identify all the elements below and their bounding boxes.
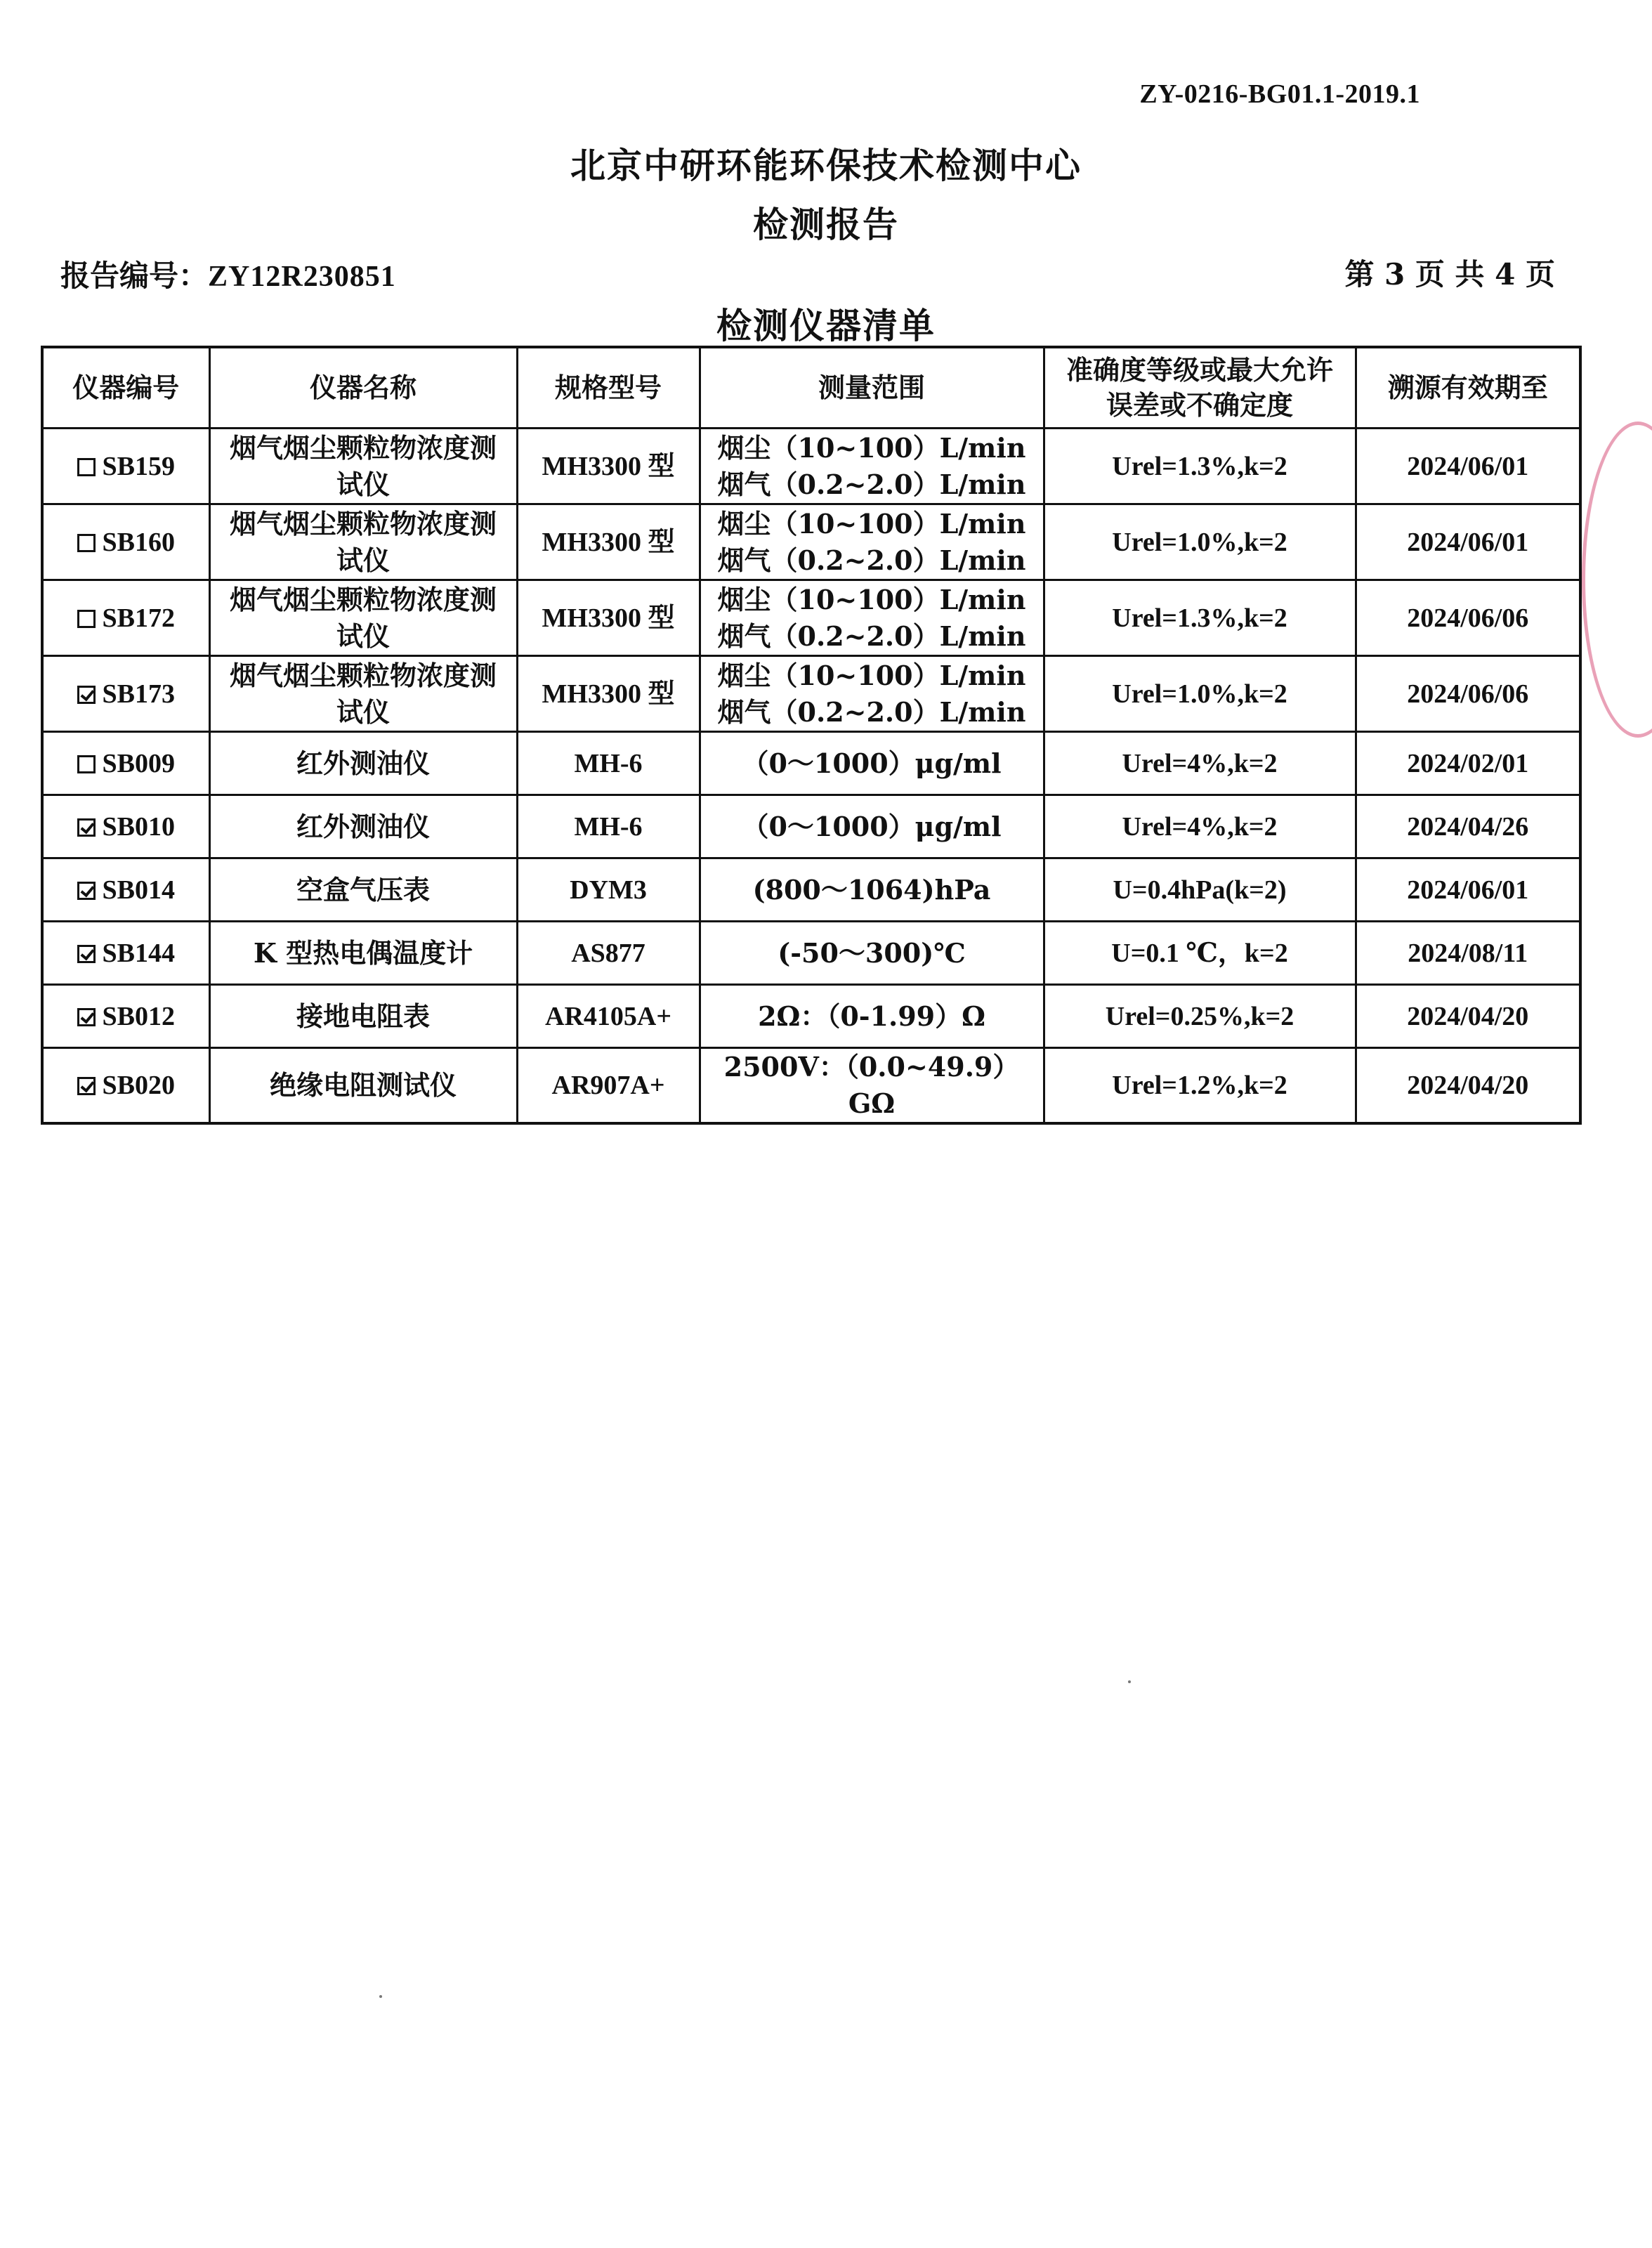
instrument-name: 烟气烟尘颗粒物浓度测试仪 — [209, 504, 517, 580]
column-header-id: 仪器编号 — [42, 347, 209, 429]
valid-until-date: 2024/04/26 — [1356, 795, 1580, 858]
measurement-range — [700, 1048, 1044, 1124]
page-info: 第 3 页 共 4 页 — [1344, 257, 1555, 292]
measurement-range-line: 烟尘（10~100）L/min — [717, 431, 1026, 464]
accuracy-value: Urel=1.0%,k=2 — [1044, 656, 1356, 732]
table-row — [42, 985, 1580, 1048]
checked-checkbox-icon — [77, 1077, 96, 1095]
instrument-id-cell — [42, 429, 209, 504]
checked-checkbox-icon — [77, 686, 96, 704]
instrument-id-cell — [42, 580, 209, 656]
valid-until-date: 2024/06/01 — [1356, 504, 1580, 580]
instrument-model: MH3300 型 — [517, 580, 700, 656]
instrument-id: SB009 — [102, 748, 175, 778]
instrument-id-cell — [42, 922, 209, 985]
table-row — [42, 656, 1580, 732]
report-title: 检测报告 — [753, 204, 899, 245]
measurement-range-line: 烟气（0.2~2.0）L/min — [717, 544, 1026, 576]
table-row — [42, 795, 1580, 858]
instrument-id: SB159 — [102, 451, 175, 481]
column-header-name: 仪器名称 — [209, 347, 517, 429]
red-stamp-seal — [1582, 422, 1652, 738]
instrument-id-cell — [42, 656, 209, 732]
instrument-id: SB144 — [102, 938, 175, 968]
instrument-id-cell — [42, 985, 209, 1048]
instrument-name: 红外测油仪 — [209, 795, 517, 858]
instrument-table — [41, 346, 1582, 1125]
document-code: ZY-0216-BG01.1-2019.1 — [1139, 79, 1420, 109]
instrument-model: MH3300 型 — [517, 656, 700, 732]
instrument-name: 接地电阻表 — [209, 985, 517, 1048]
instrument-name: 烟气烟尘颗粒物浓度测试仪 — [209, 580, 517, 656]
instrument-id: SB010 — [102, 811, 175, 842]
column-header-model: 规格型号 — [517, 347, 700, 429]
checked-checkbox-icon — [77, 945, 96, 963]
measurement-range-line: 烟气（0.2~2.0）L/min — [717, 468, 1026, 500]
valid-until-date: 2024/06/01 — [1356, 858, 1580, 922]
instrument-id: SB173 — [102, 679, 175, 709]
table-row — [42, 1048, 1580, 1124]
report-number — [60, 253, 396, 295]
instrument-model: MH-6 — [517, 732, 700, 795]
measurement-range — [700, 795, 1044, 858]
measurement-range-line: 2500V：（0.0~49.9）GΩ — [723, 1051, 1020, 1119]
measurement-range — [700, 985, 1044, 1048]
measurement-range — [700, 504, 1044, 580]
measurement-range — [700, 922, 1044, 985]
instrument-name: 烟气烟尘颗粒物浓度测试仪 — [209, 429, 517, 504]
measurement-range — [700, 656, 1044, 732]
unchecked-checkbox-icon — [77, 610, 96, 628]
valid-until-date: 2024/04/20 — [1356, 985, 1580, 1048]
measurement-range-line: (800～1064)hPa — [752, 873, 991, 906]
table-header-row — [42, 347, 1580, 429]
accuracy-value: Urel=0.25%,k=2 — [1044, 985, 1356, 1048]
instrument-id: SB160 — [102, 527, 175, 557]
instrument-model: DYM3 — [517, 858, 700, 922]
measurement-range-line: （0～1000）μg/ml — [742, 810, 1002, 842]
table-row — [42, 580, 1580, 656]
table-row — [42, 732, 1580, 795]
instrument-model: AR4105A+ — [517, 985, 700, 1048]
accuracy-value: Urel=1.0%,k=2 — [1044, 504, 1356, 580]
instrument-id-cell — [42, 858, 209, 922]
checked-checkbox-icon — [77, 818, 96, 837]
report-number-value: ZY12R230851 — [208, 261, 396, 293]
instrument-id-cell — [42, 795, 209, 858]
accuracy-value: Urel=4%,k=2 — [1044, 732, 1356, 795]
instrument-id: SB012 — [102, 1001, 175, 1031]
table-row — [42, 429, 1580, 504]
instrument-model: MH3300 型 — [517, 504, 700, 580]
measurement-range-line: 2Ω：（0-1.99）Ω — [758, 1000, 985, 1032]
column-header-valid-until: 溯源有效期至 — [1356, 347, 1580, 429]
instrument-model: AR907A+ — [517, 1048, 700, 1124]
measurement-range — [700, 580, 1044, 656]
instrument-id: SB014 — [102, 875, 175, 905]
measurement-range — [700, 732, 1044, 795]
accuracy-value: Urel=4%,k=2 — [1044, 795, 1356, 858]
unchecked-checkbox-icon — [77, 458, 96, 476]
measurement-range — [700, 429, 1044, 504]
column-header-range: 测量范围 — [700, 347, 1044, 429]
valid-until-date: 2024/06/06 — [1356, 656, 1580, 732]
valid-until-date: 2024/04/20 — [1356, 1048, 1580, 1124]
accuracy-value: U=0.4hPa(k=2) — [1044, 858, 1356, 922]
table-row — [42, 858, 1580, 922]
instrument-id-cell — [42, 732, 209, 795]
column-header-accuracy: 准确度等级或最大允许误差或不确定度 — [1044, 347, 1356, 429]
report-number-label: 报告编号： — [60, 259, 209, 293]
scan-speck — [1128, 1680, 1131, 1683]
instrument-model: MH-6 — [517, 795, 700, 858]
valid-until-date: 2024/06/06 — [1356, 580, 1580, 656]
instrument-name: 空盒气压表 — [209, 858, 517, 922]
measurement-range-line: （0～1000）μg/ml — [742, 747, 1002, 779]
measurement-range-line: 烟尘（10~100）L/min — [717, 583, 1026, 615]
instrument-id: SB020 — [102, 1071, 175, 1100]
unchecked-checkbox-icon — [77, 534, 96, 552]
valid-until-date: 2024/08/11 — [1356, 922, 1580, 985]
measurement-range-line: 烟气（0.2~2.0）L/min — [717, 695, 1026, 728]
accuracy-value: Urel=1.3%,k=2 — [1044, 580, 1356, 656]
measurement-range-line: 烟尘（10~100）L/min — [717, 507, 1026, 540]
instrument-name: 红外测油仪 — [209, 732, 517, 795]
accuracy-value: Urel=1.3%,k=2 — [1044, 429, 1356, 504]
measurement-range — [700, 858, 1044, 922]
scan-speck — [379, 1995, 382, 1998]
valid-until-date: 2024/02/01 — [1356, 732, 1580, 795]
accuracy-value: U=0.1 ℃，k=2 — [1044, 922, 1356, 985]
instrument-id-cell — [42, 504, 209, 580]
measurement-range-line: 烟尘（10~100）L/min — [717, 659, 1026, 691]
measurement-range-line: 烟气（0.2~2.0）L/min — [717, 620, 1026, 652]
valid-until-date: 2024/06/01 — [1356, 429, 1580, 504]
instrument-name: 绝缘电阻测试仪 — [209, 1048, 517, 1124]
instrument-id-cell — [42, 1048, 209, 1124]
organization-title: 北京中研环能环保技术检测中心 — [570, 145, 1082, 186]
instrument-id: SB172 — [102, 603, 175, 633]
instrument-list-title: 检测仪器清单 — [716, 305, 936, 346]
instrument-model: MH3300 型 — [517, 429, 700, 504]
checked-checkbox-icon — [77, 882, 96, 900]
table-row — [42, 504, 1580, 580]
measurement-range-line: (-50～300)℃ — [778, 936, 966, 969]
table-row — [42, 922, 1580, 985]
instrument-name: 烟气烟尘颗粒物浓度测试仪 — [209, 656, 517, 732]
instrument-name: K 型热电偶温度计 — [209, 922, 517, 985]
unchecked-checkbox-icon — [77, 755, 96, 773]
accuracy-value: Urel=1.2%,k=2 — [1044, 1048, 1356, 1124]
checked-checkbox-icon — [77, 1008, 96, 1026]
instrument-model: AS877 — [517, 922, 700, 985]
